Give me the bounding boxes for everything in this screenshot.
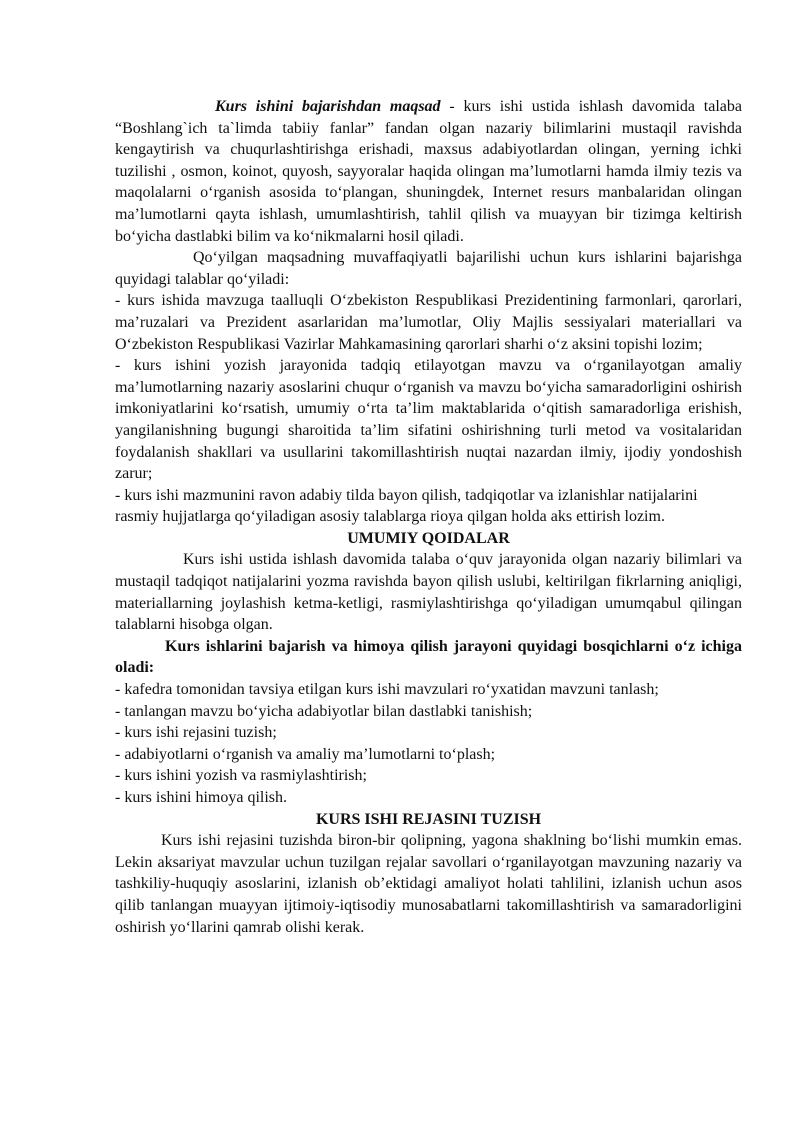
stage-item: - kafedra tomonidan tavsiya etilgan kurs ishi mavzulari ro‘yxatidan mavzuni tanlash;	[115, 681, 659, 699]
stage-item: - tanlangan mavzu bo‘yicha adabiyotlar bilan dastlabki tanishish;	[115, 702, 533, 720]
requirement-item: - kurs ishida mavzuga taalluqli O‘zbekiston Respublikasi Prezidentining farmonlari, qarorlari, ma’ruzalari va Prezident asarlaridan ma’lumotlar, Oliy Majlis sessiyalari materiallari va O‘zbekiston Respublikasi Vazirlar Mahkamasining qarorlari sharhi o‘z aksini topishi lozim;	[115, 292, 742, 353]
document-page	[115, 96, 742, 938]
intro-text: - kurs ishi ustida ishlash davomida talaba “Boshlang`ich ta`limda tabiiy fanlar” fandan olgan nazariy bilimlarini mustaqil ravishda kengaytirish va chuqurlashtirishga erishadi, maxsus adabiyotlardan olingan, yerning ichki tuzilishi , osmon, koinot, quyosh, sayyoralar haqida olingan ma’lumotlarni hamda ilmiy tezis va maqolalarni o‘rganish asosida to‘plangan, shuningdek, Internet resurs manbalaridan olingan ma’lumotlarni qayta ishlash, umumlashtirish, tahlil qilish va muayyan bir tizimga keltirish bo‘yicha dastlabki bilim va ko‘nikmalarni hosil qiladi.	[115, 98, 743, 245]
stage-item: - kurs ishini himoya qilish.	[115, 789, 287, 806]
requirements-intro: Qo‘yilgan maqsadning muvaffaqiyatli bajarilishi uchun kurs ishlarini bajarishga quyidagi talablar qo‘yiladi:	[115, 249, 742, 288]
stages-heading: Kurs ishlarini bajarish va himoya qilish jarayoni quyidagi bosqichlarni o‘z ichiga oladi:	[115, 637, 742, 677]
stage-item: - kurs ishini yozish va rasmiylashtirish;	[115, 767, 367, 785]
stage-item: - adabiyotlarni o‘rganish va amaliy ma’lumotlarni to‘plash;	[115, 745, 496, 763]
general-paragraph: Kurs ishi ustida ishlash davomida talaba o‘quv jarayonida olgan nazariy bilimlari va mustaqil tadqiqot natijalarini yozma ravishda bayon qilish uslubi, keltirilgan fikrlarning aniqligi, materiallarning joylashish ketma-ketligi, rasmiylashtirishga qo‘yiladigan umumqabul qilingan talablarni hisobga olgan.	[115, 551, 742, 634]
general-heading: UMUMIY QOIDALAR	[347, 529, 510, 547]
plan-heading: KURS ISHI REJASINI TUZISH	[315, 810, 542, 828]
intro-paragraph	[115, 96, 742, 247]
requirement-item: - kurs ishi mazmunini ravon adabiy tilda bayon qilish, tadqiqotlar va izlanishlar natijalarini rasmiy hujjatlarga qo‘yiladigan asosiy talablarga rioya qilgan holda aks ettirish lozim.	[115, 486, 698, 526]
stage-item: - kurs ishi rejasini tuzish;	[115, 724, 277, 742]
requirement-item: - kurs ishini yozish jarayonida tadqiq etilayotgan mavzu va o‘rganilayotgan amaliy ma’lumotlarning nazariy asoslarini chuqur o‘rganish va mavzu bo‘yicha samaradorligini oshirish imkoniyatlarini ko‘rsatish, umumiy o‘rta ta’lim maktablarida o‘qitish samaradorliga erishish, yangilanishning bugungi sharoitida ta’lim sifatini oshirishning turli metod va vositalaridan foydalanish shakllari va usullarini takomillashtirish nuqtai nazardan ilmiy, ijodiy yondoshish zarur;	[115, 357, 742, 483]
intro-lead: Kurs ishini bajarishdan maqsad	[215, 98, 441, 115]
plan-paragraph: Kurs ishi rejasini tuzishda biron-bir qolipning, yagona shaklning bo‘lishi mumkin emas. Lekin aksariyat mavzular uchun tuzilgan rejalar savollari o‘rganilayotgan mavzuning nazariy va tashkiliy-huquqiy asoslarini, izlanish ob’ektidagi amaliyot holati tahlilini, izlanish uchun asos qilib tanlangan muayyan ijtimoiy-iqtisodiy munosabatlarni takomillashtirish va samaradorligini oshirish yo‘llarini qamrab olishi kerak.	[115, 832, 742, 936]
